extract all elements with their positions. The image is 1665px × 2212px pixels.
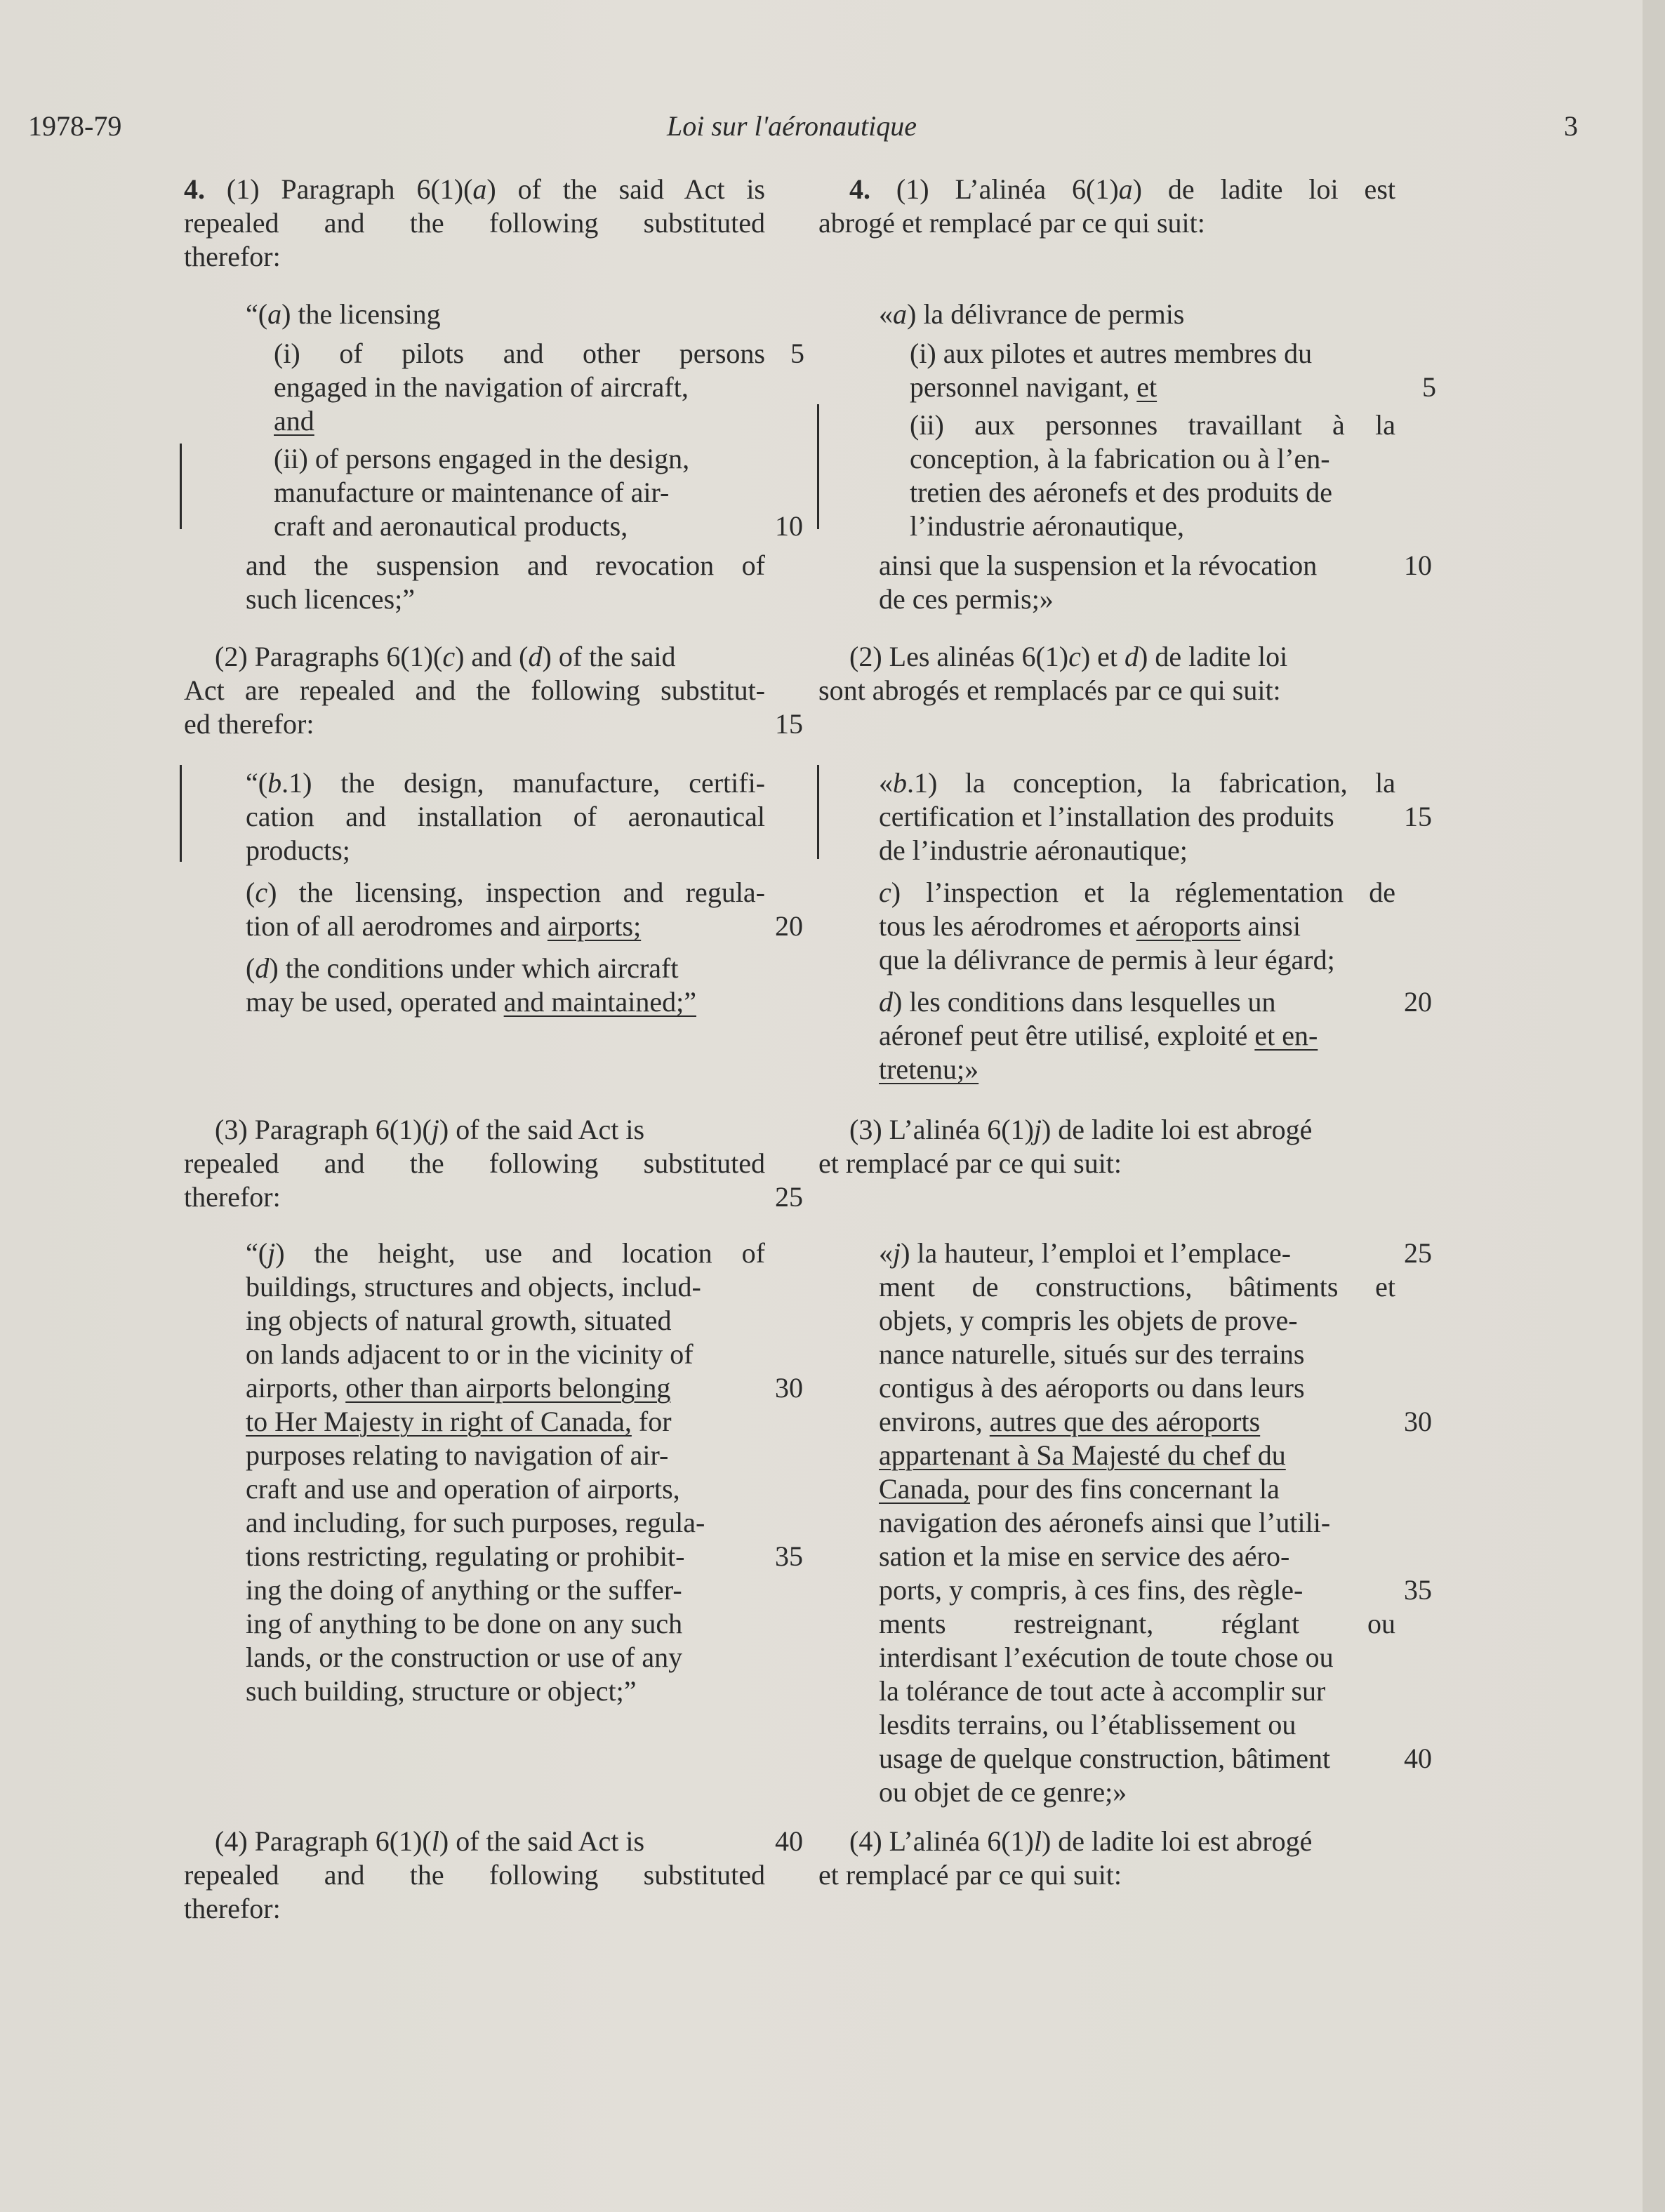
french-text-line — [849, 1113, 1312, 1147]
french-text-line — [849, 640, 1287, 674]
french-text-line — [879, 876, 1395, 910]
line-number-en: 25 — [775, 1181, 803, 1213]
text-run: .1) la conception, la fabrication, la — [907, 767, 1395, 799]
text-run: ) les conditions dans lesquelles un — [893, 986, 1276, 1018]
english-text-line — [246, 1270, 701, 1304]
english-text-line — [246, 1371, 670, 1405]
english-text-line — [246, 1641, 682, 1674]
text-run: a — [472, 173, 487, 205]
text-run: ) and ( — [455, 641, 529, 672]
text-run: “( — [246, 767, 268, 799]
text-run: j — [267, 1237, 276, 1269]
text-run: ) de ladite loi est abrogé — [1041, 1114, 1313, 1145]
english-text-line — [246, 876, 765, 910]
text-run: et — [1136, 371, 1157, 403]
text-run: repealed and the following substituted — [184, 207, 765, 239]
english-text-line — [246, 298, 441, 331]
text-run: ) la délivrance de permis — [907, 298, 1185, 330]
text-run: such building, structure or object;” — [246, 1675, 637, 1707]
english-text-line — [184, 240, 281, 274]
change-bar — [180, 765, 182, 862]
french-text-line — [910, 476, 1332, 509]
french-text-line — [818, 674, 1281, 707]
text-run: 4. — [184, 173, 205, 205]
line-number-fr: 25 — [1404, 1237, 1432, 1269]
text-run: craft and aeronautical products, — [274, 510, 628, 542]
english-text-line — [184, 674, 765, 707]
english-text-line — [246, 766, 765, 800]
text-run: « — [879, 1237, 893, 1269]
line-number-fr: 5 — [1422, 371, 1436, 403]
text-run: lands, or the construction or use of any — [246, 1641, 683, 1673]
french-text-line — [818, 1147, 1122, 1180]
english-text-line — [246, 1439, 668, 1472]
text-run: (ii) of persons engaged in the design, — [274, 443, 690, 474]
text-run: l — [1033, 1825, 1042, 1857]
text-run: ) l’inspection et la réglementation de — [891, 877, 1395, 908]
change-bar — [817, 765, 819, 859]
text-run: therefor: — [184, 241, 281, 272]
english-text-line — [274, 337, 765, 371]
text-run: (4) L’alinéa 6(1) — [849, 1825, 1034, 1857]
french-text-line — [879, 1053, 979, 1086]
text-run: l — [431, 1825, 439, 1857]
french-text-line — [879, 549, 1317, 582]
text-run: b — [893, 767, 907, 799]
text-run: for — [631, 1406, 672, 1437]
text-run: other than airports belonging — [345, 1372, 671, 1404]
text-run: tretenu;» — [879, 1053, 979, 1085]
french-text-line — [879, 582, 1054, 616]
french-text-line — [879, 766, 1395, 800]
english-text-line — [246, 1237, 765, 1270]
text-run: j — [1033, 1114, 1042, 1145]
text-run: tretien des aéronefs et des produits de — [910, 477, 1333, 508]
text-run: buildings, structures and objects, includ- — [246, 1271, 701, 1302]
text-run: ) la hauteur, l’emploi et l’emplace- — [901, 1237, 1292, 1269]
french-text-line — [879, 1338, 1304, 1371]
line-number-en: 5 — [790, 338, 804, 369]
line-number-en: 10 — [775, 510, 803, 542]
english-text-line — [246, 834, 350, 867]
english-text-line — [246, 800, 765, 834]
french-text-line — [818, 206, 1205, 240]
text-run: ) de ladite loi — [1139, 641, 1288, 672]
english-text-line — [246, 1573, 682, 1607]
text-run: 4. — [849, 173, 870, 205]
text-run: ports, y compris, à ces fins, des règle- — [879, 1574, 1304, 1606]
text-run: environs, — [879, 1406, 990, 1437]
text-run: lesdits terrains, ou l’établissement ou — [879, 1709, 1296, 1740]
text-run: « — [879, 298, 893, 330]
french-text-line — [849, 1825, 1312, 1858]
english-text-line — [246, 1472, 680, 1506]
text-run: airports, — [246, 1372, 346, 1404]
text-run: ) de ladite loi est abrogé — [1041, 1825, 1313, 1857]
text-run: ) of the said — [542, 641, 676, 672]
text-run: d — [528, 641, 543, 672]
text-run: manufacture or maintenance of air- — [274, 477, 670, 508]
text-run: aéroports — [1136, 910, 1241, 942]
french-text-line — [879, 1270, 1395, 1304]
text-run: et remplacé par ce qui suit: — [818, 1859, 1122, 1891]
english-text-line — [215, 1113, 644, 1147]
text-run: nance naturelle, situés sur des terrains — [879, 1338, 1305, 1370]
english-text-line — [215, 640, 675, 674]
change-bar — [180, 444, 182, 529]
text-run: ing objects of natural growth, situated — [246, 1305, 672, 1336]
text-run: purposes relating to navigation of air- — [246, 1439, 669, 1471]
english-text-line — [246, 1405, 672, 1439]
change-bar — [817, 404, 819, 529]
text-run: et remplacé par ce qui suit: — [818, 1147, 1122, 1179]
text-run: “( — [246, 1237, 268, 1269]
text-run: a — [1118, 173, 1133, 205]
text-run: may be used, operated — [246, 986, 504, 1018]
english-text-line — [184, 1892, 281, 1926]
text-run: certification et l’installation des produits — [879, 801, 1334, 832]
text-run: .1) the design, manufacture, certifi- — [281, 767, 765, 799]
text-run: interdisant l’exécution de toute chose ou — [879, 1641, 1334, 1673]
french-text-line — [879, 1607, 1395, 1641]
english-text-line — [274, 371, 689, 404]
french-text-line — [910, 337, 1312, 371]
text-run: que la délivrance de permis à leur égard; — [879, 944, 1335, 975]
text-run: and — [274, 405, 314, 437]
english-text-line — [246, 952, 678, 985]
french-text-line — [879, 834, 1188, 867]
text-run: objets, y compris les objets de prove- — [879, 1305, 1298, 1336]
text-run: ) et — [1080, 641, 1125, 672]
french-text-line — [879, 1371, 1305, 1405]
text-run: a — [893, 298, 907, 330]
english-text-line — [246, 1540, 684, 1573]
french-text-line — [879, 1237, 1291, 1270]
header-year: 1978-79 — [28, 110, 122, 142]
line-number-fr: 30 — [1404, 1406, 1432, 1437]
line-number-en: 20 — [775, 910, 803, 942]
text-run: pour des fins concernant la — [969, 1473, 1280, 1505]
french-text-line — [879, 1674, 1325, 1708]
french-text-line — [849, 173, 1395, 206]
english-text-line — [184, 1147, 765, 1180]
text-run: (2) Paragraphs 6(1)( — [215, 641, 443, 672]
french-text-line — [910, 509, 1184, 543]
line-number-fr: 35 — [1404, 1574, 1432, 1606]
text-run: ) the conditions under which aircraft — [269, 952, 679, 984]
french-text-line — [879, 1641, 1334, 1674]
text-run: b — [267, 767, 282, 799]
french-text-line — [879, 910, 1301, 943]
text-run: tion of all aerodromes and — [246, 910, 548, 942]
text-run: c — [879, 877, 891, 908]
english-text-line — [246, 549, 765, 582]
text-run: (3) L’alinéa 6(1) — [849, 1114, 1034, 1145]
text-run: “( — [246, 298, 268, 330]
text-run: abrogé et remplacé par ce qui suit: — [818, 207, 1205, 239]
line-number-en: 35 — [775, 1540, 803, 1572]
text-run: a — [267, 298, 282, 330]
french-text-line — [879, 1742, 1330, 1775]
line-number-en: 30 — [775, 1372, 803, 1404]
text-run: contigus à des aéroports ou dans leurs — [879, 1372, 1305, 1404]
text-run: ing the doing of anything or the suffer- — [246, 1574, 682, 1606]
english-text-line — [246, 1304, 672, 1338]
text-run: c — [1068, 641, 1081, 672]
english-text-line — [274, 509, 628, 543]
text-run: ) the height, use and location of — [275, 1237, 765, 1269]
english-text-line — [184, 206, 765, 240]
line-number-fr: 10 — [1404, 549, 1432, 581]
line-number-fr: 15 — [1404, 801, 1432, 832]
french-text-line — [910, 408, 1395, 442]
text-run: products; — [246, 834, 350, 866]
text-run: l’industrie aéronautique, — [910, 510, 1184, 542]
text-run: (1) Paragraph 6(1)( — [205, 173, 473, 205]
french-text-line — [879, 1439, 1286, 1472]
text-run: on lands adjacent to or in the vicinity of — [246, 1338, 694, 1370]
french-text-line — [879, 1775, 1127, 1809]
text-run: d — [879, 986, 893, 1018]
text-run: de l’industrie aéronautique; — [879, 834, 1188, 866]
english-text-line — [246, 910, 641, 943]
line-number-fr: 40 — [1404, 1743, 1432, 1774]
text-run: de ces permis;» — [879, 583, 1054, 615]
text-run: ainsi que la suspension et la révocation — [879, 549, 1318, 581]
text-run: ( — [246, 952, 256, 984]
english-text-line — [246, 1607, 682, 1641]
english-text-line — [274, 442, 689, 476]
text-run: (ii) aux personnes travaillant à la — [910, 409, 1395, 441]
text-run: ainsi — [1240, 910, 1301, 942]
text-run: navigation des aéronefs ainsi que l’utili- — [879, 1507, 1331, 1538]
french-text-line — [879, 943, 1335, 977]
text-run: repealed and the following substituted — [184, 1147, 765, 1179]
text-run: tous les aérodromes et — [879, 910, 1136, 942]
english-text-line — [246, 1338, 694, 1371]
header-page-number: 3 — [1564, 110, 1578, 142]
text-run: ( — [246, 877, 256, 908]
text-run: and the suspension and revocation of — [246, 549, 765, 581]
text-run: therefor: — [184, 1893, 281, 1924]
french-text-line — [910, 442, 1330, 476]
english-text-line — [184, 1858, 765, 1892]
text-run: usage de quelque construction, bâtiment — [879, 1743, 1331, 1774]
english-text-line — [184, 173, 765, 206]
text-run: c — [442, 641, 456, 672]
text-run: (i) aux pilotes et autres membres du — [910, 338, 1313, 369]
english-text-line — [184, 707, 314, 741]
text-run: aéronef peut être utilisé, exploité — [879, 1020, 1255, 1051]
french-text-line — [879, 800, 1334, 834]
french-text-line — [879, 1708, 1296, 1742]
french-text-line — [879, 985, 1275, 1019]
text-run: j — [431, 1114, 439, 1145]
french-text-line — [879, 1506, 1330, 1540]
french-text-line — [879, 1405, 1260, 1439]
text-run: ) de ladite loi est — [1132, 173, 1395, 205]
text-run: such licences;” — [246, 583, 415, 615]
text-run: ment de constructions, bâtiments et — [879, 1271, 1395, 1302]
text-run: to Her Majesty in right of Canada, — [246, 1406, 632, 1437]
french-text-line — [910, 371, 1157, 404]
text-run: ) of the said Act is — [439, 1114, 645, 1145]
text-run: la tolérance de tout acte à accomplir sur — [879, 1675, 1326, 1707]
text-run: j — [893, 1237, 901, 1269]
text-run: (3) Paragraph 6(1)( — [215, 1114, 432, 1145]
french-text-line — [879, 1304, 1298, 1338]
english-text-line — [274, 404, 314, 438]
text-run: autres que des aéroports — [989, 1406, 1261, 1437]
english-text-line — [246, 1506, 705, 1540]
header-title: Loi sur l'aéronautique — [667, 110, 917, 142]
text-run: sont abrogés et remplacés par ce qui suit: — [818, 674, 1281, 706]
text-run: ) of the said Act is — [439, 1825, 645, 1857]
text-run: appartenant à Sa Majesté du chef du — [879, 1439, 1286, 1471]
text-run: repealed and the following substituted — [184, 1859, 765, 1891]
text-run: (2) Les alinéas 6(1) — [849, 641, 1069, 672]
french-text-line — [879, 1019, 1318, 1053]
text-run: ou objet de ce genre;» — [879, 1776, 1127, 1808]
text-run: sation et la mise en service des aéro- — [879, 1540, 1290, 1572]
text-run: c — [255, 877, 268, 908]
english-text-line — [274, 476, 669, 509]
english-text-line — [215, 1825, 644, 1858]
french-text-line — [818, 1858, 1122, 1892]
text-run: cation and installation of aeronautical — [246, 801, 765, 832]
text-run: therefor: — [184, 1181, 281, 1213]
text-run: ing of anything to be done on any such — [246, 1608, 683, 1639]
french-text-line — [879, 1472, 1280, 1506]
text-run: (4) Paragraph 6(1)( — [215, 1825, 432, 1857]
text-run: airports; — [547, 910, 642, 942]
french-text-line — [879, 1573, 1303, 1607]
text-run: craft and use and operation of airports, — [246, 1473, 680, 1505]
text-run: personnel navigant, — [910, 371, 1137, 403]
line-number-fr: 20 — [1404, 986, 1432, 1018]
text-run: « — [879, 767, 893, 799]
english-text-line — [246, 1674, 637, 1708]
text-run: Act are repealed and the following substitut- — [184, 674, 765, 706]
text-run: ) the licensing — [281, 298, 441, 330]
text-run: d — [255, 952, 270, 984]
text-run: ) of the said Act is — [486, 173, 765, 205]
english-text-line — [246, 582, 415, 616]
text-run: et en- — [1254, 1020, 1318, 1051]
text-run: ed therefor: — [184, 708, 314, 740]
text-run: and including, for such purposes, regula- — [246, 1507, 705, 1538]
text-run: and maintained;” — [503, 986, 696, 1018]
text-run: ) the licensing, inspection and regula- — [267, 877, 765, 908]
text-run: Canada, — [879, 1473, 970, 1505]
text-run: engaged in the navigation of aircraft, — [274, 371, 689, 403]
line-number-en: 40 — [775, 1825, 803, 1857]
text-run: ments restreignant, réglant ou — [879, 1608, 1395, 1639]
text-run: (i) of pilots and other persons — [274, 338, 765, 369]
english-text-line — [184, 1180, 281, 1214]
french-text-line — [879, 1540, 1289, 1573]
text-run: conception, à la fabrication ou à l’en- — [910, 443, 1330, 474]
page-edge — [1643, 0, 1665, 2212]
text-run: d — [1125, 641, 1139, 672]
text-run: tions restricting, regulating or prohibit- — [246, 1540, 685, 1572]
french-text-line — [879, 298, 1184, 331]
english-text-line — [246, 985, 696, 1019]
line-number-en: 15 — [775, 708, 803, 740]
text-run: (1) L’alinéa 6(1) — [870, 173, 1119, 205]
